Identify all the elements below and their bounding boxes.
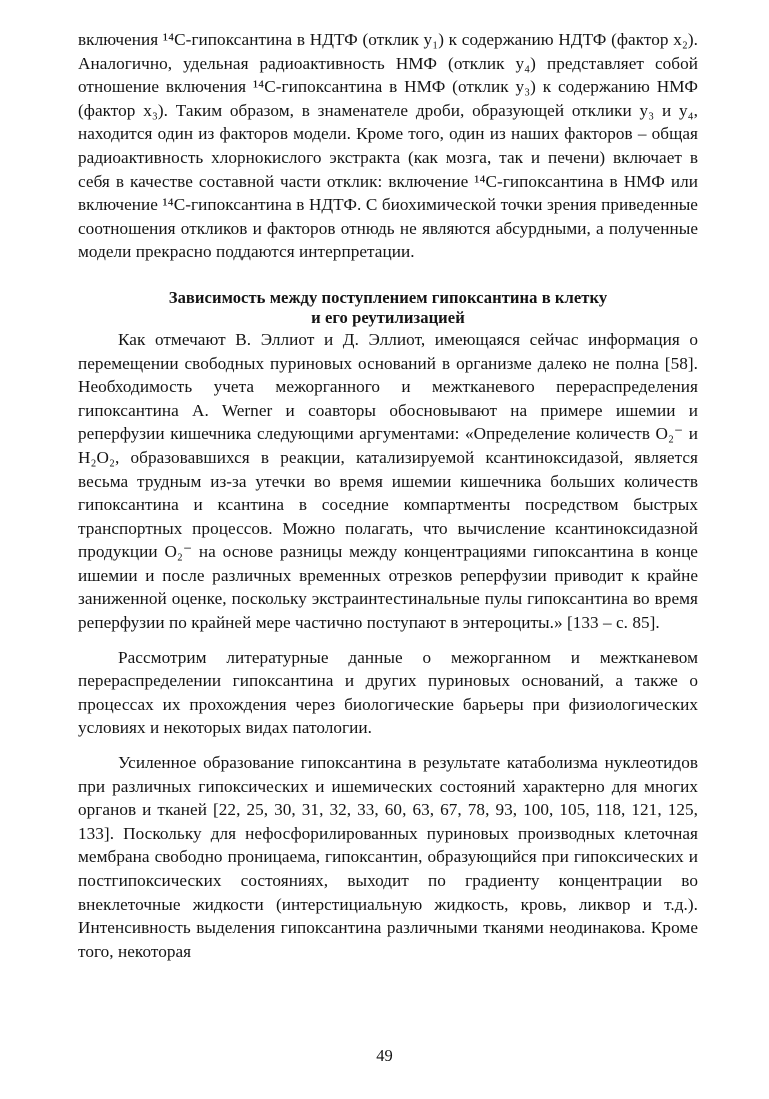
section-heading-line-1: Зависимость между поступлением гипоксантина в клетку (168, 287, 608, 307)
paragraph-continuation: включения ¹⁴С-гипоксантина в НДТФ (отклик y₁) к содержанию НДТФ (фактор x₂). Аналогично, удельная радиоактивность НМФ (отклик y₄) представляет собой отношение включения ¹⁴С-гипоксантина в НМФ (отклик y₃) к содержанию НМФ (фактор x₃). Таким образом, в знаменателе дроби, образующей отклики y₃ и y₄, находится один из факторов модели. Кроме того, один из наших факторов – общая радиоактивность хлорнокислого экстракта (как мозга, так и печени) включает в себя в качестве составной части отклик: включение ¹⁴С-гипоксантина в НМФ или включение ¹⁴С-гипоксантина в НДТФ. С биохимической точки зрения приведенные соотношения откликов и факторов отнюдь не являются абсурдными, а полученные модели прекрасно поддаются интерпретации. (78, 30, 698, 262)
section-heading-line-2: и его реутилизацией (311, 307, 465, 327)
page-body (78, 28, 698, 963)
paragraph-literature-review: Рассмотрим литературные данные о межорганном и межтканевом перераспределении гипоксантина и других пуриновых оснований, а также о процессах их прохождения через биологические барьеры при физиологических условиях и некоторых видах патологии. (78, 647, 698, 738)
section-heading (78, 288, 698, 328)
page-number: 49 (376, 1046, 393, 1065)
paragraph-elliot-quote: Как отмечают В. Эллиот и Д. Эллиот, имеющаяся сейчас информация о перемещении свободных пуриновых оснований в организме далеко не полна [58]. Необходимость учета межорганного и межтканевого перераспределения гипоксантина A. Werner и соавторы обосновывают на примере ишемии и реперфузии кишечника следующими аргументами: «Определение количеств O₂⁻ и H₂O₂, образовавшихся в реакции, катализируемой ксантиноксидазой, является весьма трудным из-за утечки во время ишемии кишечника больших количеств гипоксантина и ксантина в соседние компартменты посредством быстрых транспортных процессов. Можно полагать, что вычисление ксантиноксидазной продукции O₂⁻ на основе разницы между концентрациями гипоксантина в конце ишемии и после различных временных отрезков реперфузии приводит к крайне заниженной оценке, поскольку экстраинтестинальные пулы гипоксантина во время реперфузии по крайней мере частично поступают в энтероциты.» [133 – с. 85]. (78, 329, 698, 633)
paragraph-hypoxanthine-formation: Усиленное образование гипоксантина в результате катаболизма нуклеотидов при различных гипоксических и ишемических состояний характерно для многих органов и тканей [22, 25, 30, 31, 32, 33, 60, 63, 67, 78, 93, 100, 105, 118, 121, 125, 133]. Поскольку для нефосфорилированных пуриновых производных клеточная мембрана свободно проницаема, гипоксантин, образующийся при гипоксических и постгипоксических состояниях, выходит по градиенту концентрации во внеклеточные жидкости (интерстициальную жидкость, кровь, ликвор и т.д.). Интенсивность выделения гипоксантина различными тканями неодинакова. Кроме того, некоторая (78, 753, 698, 961)
